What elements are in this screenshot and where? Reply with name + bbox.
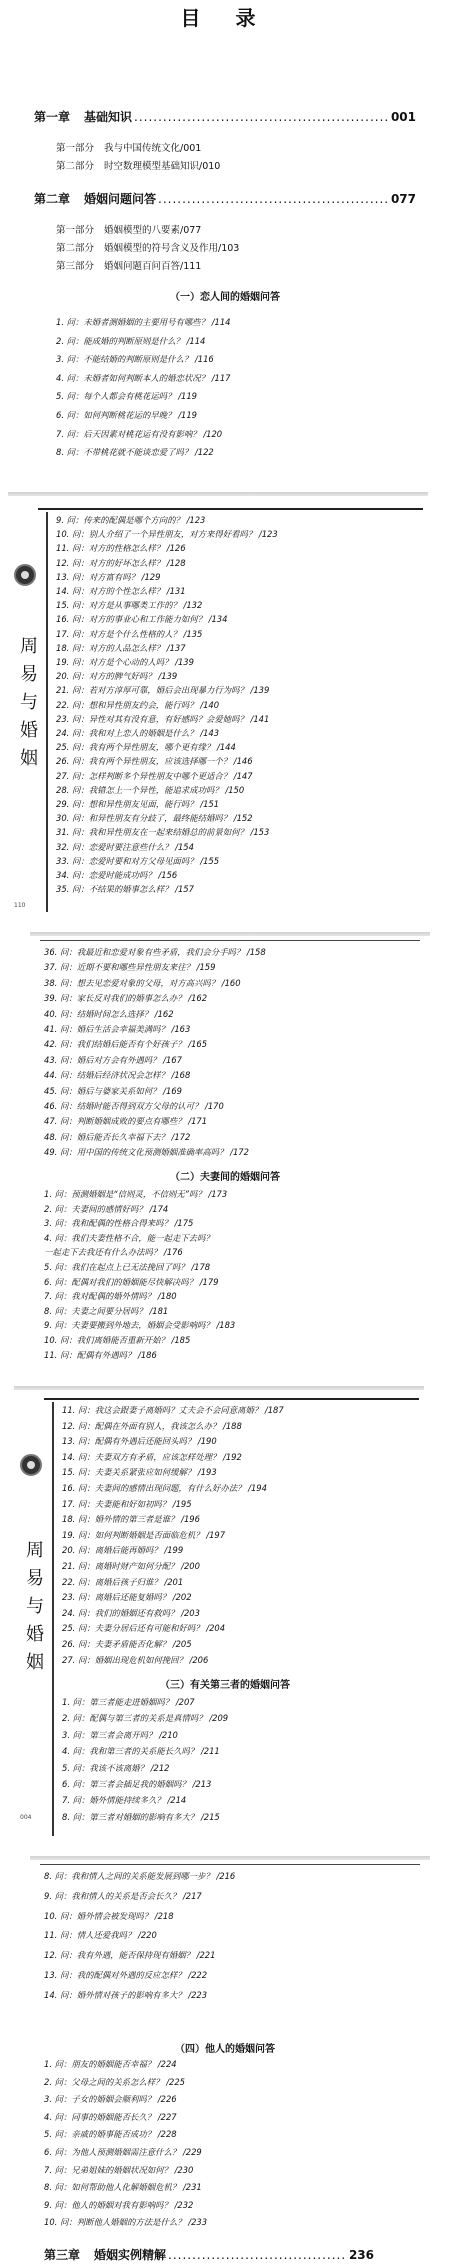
question-item: 6. 问：为他人预测婚姻需注意什么？ /229 <box>44 2147 202 2157</box>
question-item: 15. 问：对方是从事哪类工作的？ /132 <box>56 600 203 611</box>
question-item: 10. 问：判断他人婚姻的方法是什么？ /233 <box>44 2217 208 2228</box>
question-item: 3. 问：我和配偶的性格合得来吗？ /175 <box>44 1218 194 1229</box>
question-item: 2. 问：能成婚的判断原则是什么？ /114 <box>56 335 206 346</box>
subheading: （三）有关第三者的婚姻问答 <box>160 1680 290 1691</box>
question-item: 1. 问：朋友的婚姻能否幸福？ /224 <box>44 2059 177 2069</box>
question-item: 8. 问：如何帮助他人化解婚姻危机？ /231 <box>44 2182 202 2193</box>
question-item: 26. 问：我有两个异性朋友，应该选择哪一个？ /146 <box>56 756 253 767</box>
question-item: 5. 问：每个人都会有桃花运吗？ /119 <box>56 391 197 402</box>
question-item: 4. 问：同事的婚姻能否长久？ /227 <box>44 2111 177 2122</box>
question-item: 46. 问：结婚时能否得到双方父母的认可？ /170 <box>44 1101 224 1111</box>
question-item: 11. 问：配偶有外遇吗？ /186 <box>44 1349 157 1360</box>
question-item: 49. 问：用中国的传统文化预测婚姻准确率高吗？ /172 <box>44 1147 249 1158</box>
question-item: 44. 问：结婚后经济状况会怎样？ /168 <box>44 1070 191 1081</box>
question-item: 25. 问：夫妻分居后还有可能和好吗？ /204 <box>62 1623 226 1634</box>
question-item: 11. 问：情人还爱我吗？ /220 <box>44 1930 157 1941</box>
chapter-title: 婚姻实例精解 <box>94 2248 167 2262</box>
question-item: 3. 问：第三者会离开吗？ /210 <box>62 1729 178 1740</box>
chapter-title: 基础知识 <box>84 110 133 124</box>
question-item: 40. 问：结婚时间怎么选择？ /162 <box>44 1008 174 1019</box>
question-item: 9. 问：传来的配偶是哪个方向的？ /123 <box>56 515 206 525</box>
chapter-2-entry <box>34 190 416 207</box>
question-item: 4. 问：未婚者如何判断本人的婚恋状况？ /117 <box>56 372 231 383</box>
question-item: 15. 问：夫妻关系紧张应如何缓解？ /193 <box>62 1467 217 1478</box>
question-item: 26. 问：夫妻矛盾能否化解？ /205 <box>62 1639 192 1649</box>
question-item: 39. 问：家长反对我们的婚事怎么办？ /162 <box>44 993 208 1004</box>
question-item: 32. 问：恋爱时要注意些什么？ /154 <box>56 841 194 852</box>
question-item: 3. 问：子女的婚姻会顺利吗？ /226 <box>44 2094 177 2105</box>
toc-page-5 <box>30 1860 430 2266</box>
section-entry: 第一部分 我与中国传统文化/001 <box>56 143 202 154</box>
chapter-label: 第二章 <box>34 192 71 206</box>
emblem-icon <box>20 1454 42 1476</box>
question-item: 5. 问：亲戚的婚事能否成功？ /228 <box>44 2129 177 2140</box>
toc-page-2 <box>8 496 428 916</box>
question-item: 4. 问：我们夫妻性格不合，能一起走下去吗？ <box>44 1232 214 1243</box>
question-item: 12. 问：对方的好坏怎么样？ /128 <box>56 557 186 568</box>
page-number: 004 <box>20 1814 32 1821</box>
question-item: 47. 问：判断婚姻成败的要点有哪些？ /171 <box>44 1116 208 1127</box>
question-item: 1. 问：预测婚姻是“信则灵，不信则无”吗？ /173 <box>44 1189 228 1199</box>
question-item: 35. 问：不结果的婚事怎么样？ /157 <box>56 884 194 895</box>
question-item: 7. 问：我对配偶的婚外情吗？ /180 <box>44 1291 177 1302</box>
question-item: 9. 问：我和情人的关系是否会长久？ /217 <box>44 1890 202 1901</box>
question-item: 1. 问：第三者能走进婚姻吗？ /207 <box>62 1697 195 1707</box>
question-item: 29. 问：想和异性朋友见面，能行吗？ /151 <box>56 799 220 809</box>
question-item: 8. 问：第三者对婚姻的影响有多大？ /215 <box>62 1811 220 1822</box>
question-item: 48. 问：婚后能否长久幸福下去？ /172 <box>44 1131 191 1142</box>
question-item: 13. 问：我的配偶对外遇的反应怎样？ /222 <box>44 1970 208 1980</box>
question-item: 19. 问：如何判断婚姻是否面临危机？ /197 <box>62 1529 226 1540</box>
question-item: 20. 问：离婚后能再婚吗？ /199 <box>62 1545 184 1556</box>
question-item: 38. 问：想去见恋爱对象的父母，对方高兴吗？ /160 <box>44 977 241 988</box>
question-item: 33. 问：恋爱时要和对方父母见面吗？ /155 <box>56 855 220 866</box>
chapter-1-entry <box>34 108 416 125</box>
chapter-page: 001 <box>390 110 416 124</box>
toc-page-3 <box>30 936 430 1366</box>
subheading: （四）他人的婚姻问答 <box>175 2044 275 2055</box>
question-item: 19. 问：对方是个心动的人吗？ /139 <box>56 657 194 667</box>
question-item: 8. 问：我和情人之间的关系能发展到哪一步？ /216 <box>44 1871 236 1881</box>
side-title: 周易与婚姻 <box>17 636 38 776</box>
question-item: 43. 问：婚后对方会有外遇吗？ /167 <box>44 1054 182 1065</box>
question-item: 11. 问：我这会跟妻子离婚吗？丈夫会不会同意离婚？ /187 <box>62 1405 284 1415</box>
question-item: 30. 问：和异性朋友有分歧了，最终能结婚吗？ /152 <box>56 813 253 824</box>
question-item: 9. 问：他人的婚姻对我有影响吗？ /232 <box>44 2199 194 2210</box>
question-item: 10. 问：婚外情会被发现吗？ /218 <box>44 1910 174 1921</box>
question-item: 34. 问：恋爱时能成功吗？ /156 <box>56 870 178 880</box>
question-item: 12. 问：我有外遇，能否保持现有婚姻？ /221 <box>44 1950 216 1961</box>
question-item: 21. 问：若对方淳厚可靠，婚后会出现暴力行为吗？ /139 <box>56 685 270 696</box>
side-title: 周易与婚姻 <box>23 1540 44 1680</box>
question-item: 6. 问：配偶对我们的婚姻能尽快解决吗？ /179 <box>44 1276 219 1287</box>
question-item: 2. 问：夫妻间的感情好吗？ /174 <box>44 1203 169 1214</box>
question-item: 20. 问：对方的脾气好吗？ /139 <box>56 671 178 682</box>
question-item: 9. 问：夫妻要搬到外地去，婚姻会受影响吗？ /183 <box>44 1320 236 1331</box>
question-item: 13. 问：对方富有吗？ /129 <box>56 571 161 582</box>
question-item: 28. 问：我错怎上一个异性，能追求成功吗？ /150 <box>56 784 245 795</box>
question-item: 10. 问：别人介绍了一个异性朋友，对方来得好看吗？ /123 <box>56 529 278 540</box>
question-item: 41. 问：婚后生活会幸福美满吗？ /163 <box>44 1024 191 1034</box>
toc-page-1 <box>0 0 450 480</box>
question-item: 16. 问：夫妻间的感情出现问题，有什么好办法？ /194 <box>62 1483 267 1493</box>
question-item: 11. 问：对方的性格怎么样？ /126 <box>56 543 186 554</box>
question-item: 一起走下去我还有什么办法吗？ /176 <box>44 1247 183 1258</box>
question-item: 24. 问：我和对上恋人的婚姻是什么？ /143 <box>56 728 220 738</box>
chapter-3-entry <box>44 2246 374 2263</box>
chapter-page: 077 <box>390 192 416 206</box>
toc-page-4 <box>14 1390 424 1840</box>
question-item: 25. 问：我有两个异性朋友，哪个更有缘？ /144 <box>56 742 236 753</box>
section-entry: 第二部分 婚姻模型的符号含义及作用/103 <box>56 243 240 254</box>
question-item: 5. 问：我该不该离婚？ /212 <box>62 1762 170 1773</box>
question-item: 18. 问：对方的人品怎么样？ /137 <box>56 642 186 653</box>
question-item: 36. 问：我最近和恋爱对象有些矛盾，我们会分手吗？ /158 <box>44 947 266 957</box>
section-entry: 第二部分 时空数理模型基础知识/010 <box>56 161 221 172</box>
question-item: 14. 问：夫妻双方有矛盾，应该怎样处理？ /192 <box>62 1451 242 1462</box>
question-item: 10. 问：我们离婚能否重新开始？ /185 <box>44 1335 191 1345</box>
question-item: 6. 问：第三者会插足我的婚姻吗？ /213 <box>62 1779 212 1789</box>
question-item: 18. 问：婚外情的第三者是谁？ /196 <box>62 1514 200 1525</box>
question-item: 27. 问：怎样判断多个异性朋友中哪个更适合？ /147 <box>56 770 253 781</box>
question-item: 17. 问：夫妻能和好如初吗？ /195 <box>62 1498 192 1509</box>
question-item: 17. 问：对方是个什么性格的人？ /135 <box>56 628 203 639</box>
question-item: 14. 问：对方的个性怎么样？ /131 <box>56 586 186 596</box>
question-item: 45. 问：婚后与婆家关系如何？ /169 <box>44 1085 182 1096</box>
question-item: 2. 问：父母之间的关系怎么样？ /225 <box>44 2076 185 2087</box>
question-item: 42. 问：我们结婚后能否有个好孩子？ /165 <box>44 1039 208 1050</box>
chapter-page: 236 <box>348 2248 374 2262</box>
toc-title: 目 录 <box>180 6 270 30</box>
chapter-label: 第三章 <box>44 2248 81 2262</box>
question-item: 6. 问：如何判断桃花运的早晚？ /119 <box>56 410 197 420</box>
section-entry: 第一部分 婚姻模型的八要素/077 <box>56 225 202 236</box>
question-item: 7. 问：婚外情能持续多久？ /214 <box>62 1795 187 1806</box>
question-item: 5. 问：我们在起点上已无法挽回了吗？ /178 <box>44 1262 211 1272</box>
question-item: 31. 问：我和异性朋友在一起来结婚总的前景如何？ /153 <box>56 827 270 838</box>
question-item: 7. 问：兄弟姐妹的婚姻状况如何？ /230 <box>44 2164 194 2175</box>
question-item: 3. 问：不能结婚的判断原则是什么？ /116 <box>56 354 214 365</box>
question-item: 8. 问：不带桃花就不能谈恋爱了吗？ /122 <box>56 447 214 458</box>
question-item: 14. 问：婚外情对孩子的影响有多大？ /223 <box>44 1989 208 2000</box>
question-item: 4. 问：我和第三者的关系能长久吗？ /211 <box>62 1746 220 1757</box>
question-item: 23. 问：异性对其有没有意，有好感吗？会爱她吗？ /141 <box>56 713 270 724</box>
question-item: 7. 问：后天因素对桃花运有没有影响？ /120 <box>56 428 223 439</box>
question-item: 24. 问：我们的婚姻还有救吗？ /203 <box>62 1607 200 1618</box>
question-item: 22. 问：离婚后孩子归谁？ /201 <box>62 1576 184 1587</box>
question-item: 2. 问：配偶与第三者的关系是真情吗？ /209 <box>62 1713 229 1724</box>
chapter-title: 婚姻问题问答 <box>84 192 157 206</box>
question-item: 37. 问：近期不要和哪些异性朋友来往？ /159 <box>44 962 216 973</box>
question-item: 8. 问：夫妻之间要分居吗？ /181 <box>44 1305 169 1316</box>
question-item: 13. 问：配偶有外遇后还能回头吗？ /190 <box>62 1436 217 1447</box>
question-item: 21. 问：离婚时财产如何分配？ /200 <box>62 1561 200 1571</box>
section-entry: 第三部分 婚姻问题百问百答/111 <box>56 261 202 272</box>
question-item: 1. 问：未婚者测婚姻的主要用号有哪些？ /114 <box>56 317 231 327</box>
question-item: 23. 问：离婚后还能复婚吗？ /202 <box>62 1592 192 1603</box>
question-item: 16. 问：对方的事业心和工作能力如何？ /134 <box>56 614 228 625</box>
question-item: 22. 问：想和异性朋友约会，能行吗？ /140 <box>56 699 220 710</box>
subheading: （二）夫妻间的婚姻问答 <box>170 1172 280 1183</box>
chapter-label: 第一章 <box>34 110 71 124</box>
question-item: 27. 问：婚姻出现危机如何挽回？ /206 <box>62 1654 209 1665</box>
subheading: （一）恋人间的婚姻问答 <box>170 292 280 303</box>
emblem-icon <box>14 564 36 586</box>
page-number: 110 <box>14 902 26 909</box>
question-item: 12. 问：配偶在外面有别人，我该怎么办？ /188 <box>62 1420 242 1431</box>
